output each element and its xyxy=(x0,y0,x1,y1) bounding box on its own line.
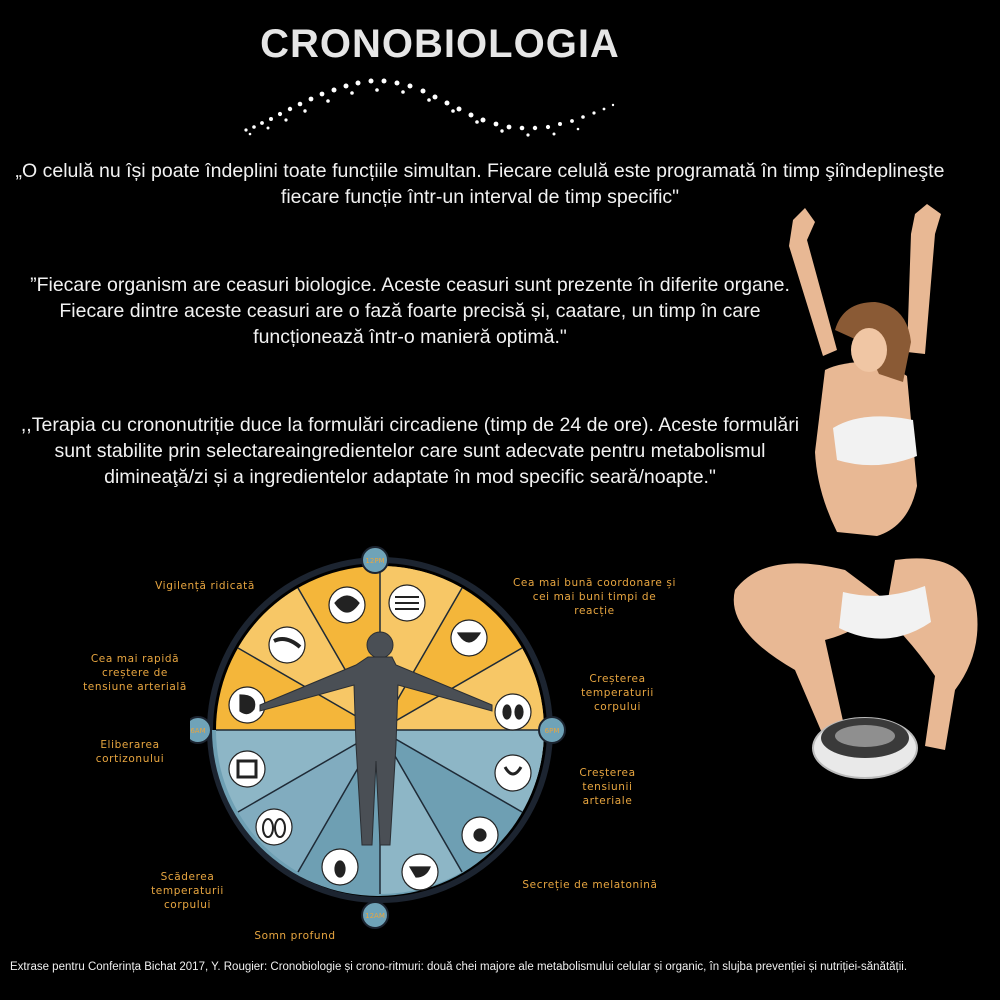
svg-text:12AM: 12AM xyxy=(365,912,385,920)
clock-marker-12am xyxy=(362,902,388,928)
colon-icon xyxy=(229,751,265,787)
clock-marker-6pm xyxy=(539,717,565,743)
svg-text:6AM: 6AM xyxy=(190,727,206,735)
label-tensiune-crestere: Creșterea tensiunii arteriale xyxy=(579,767,636,807)
label-tensiune-rapida: Cea mai rapidă creștere de tensiune arterială xyxy=(83,653,187,693)
heart-icon xyxy=(329,587,365,623)
lungs-icon xyxy=(256,809,292,845)
label-vigilenta: Vigilență ridicată xyxy=(155,580,255,592)
kidneys-icon xyxy=(495,694,531,730)
dotted-wave-decoration xyxy=(240,72,620,142)
liver-icon xyxy=(402,854,438,890)
quote-biological-clocks: ”Fiecare organism are ceasuri biologice. Aceste ceasuri sunt prezente în diferite organe. Fiecare dintre aceste ceasuri are o fază foarte precisă și, caatare, un timp în care funcționează într-o manieră optimă." xyxy=(30,274,790,348)
label-temperatura-scadere: Scăderea temperaturii corpului xyxy=(151,871,224,911)
page-title: CRONOBIOLOGIA xyxy=(260,22,620,66)
thyroid-icon xyxy=(495,755,531,791)
intestine-icon xyxy=(389,585,425,621)
woman-on-scale-illustration xyxy=(715,200,1000,795)
quote-chrononutrition: ,,Terapia cu crononutriție duce la formulări circadiene (timp de 24 de ore). Aceste formulări sunt stabilite prin selectareaingredientelor care sunt adecvate pentru metabolismul dimineaţă/zi și a ingredientelor adaptate în mod specific seară/noapte." xyxy=(20,414,800,488)
svg-text:12PM: 12PM xyxy=(365,557,385,565)
label-somn: Somn profund xyxy=(254,930,336,942)
pancreas-icon xyxy=(269,627,305,663)
gallbladder-icon xyxy=(322,849,358,885)
svg-text:6PM: 6PM xyxy=(544,727,560,735)
label-cortizon: Eliberarea cortizonului xyxy=(95,739,165,765)
clock-marker-6am xyxy=(190,717,211,743)
pineal-icon xyxy=(462,817,498,853)
source-footnote: Extrase pentru Conferința Bichat 2017, Y. Rougier: Cronobiologie și crono-ritmuri: două chei majore ale metabolismului celular și organic, în slujba prevenției și nutriției-sănătății. xyxy=(10,961,908,973)
quote-cell-timing: „O celulă nu își poate îndeplini toate funcțiile simultan. Fiecare celulă este programată în timp şiîndeplineşte fiecare funcție într-un interval de timp specific" xyxy=(15,160,945,208)
label-temperatura-crestere: Creșterea temperaturii corpului xyxy=(581,673,654,713)
bladder-icon xyxy=(451,620,487,656)
label-coordonare: Cea mai bună coordonare și cei mai buni timpi de reacție xyxy=(512,577,677,617)
label-melatonina: Secreție de melatonină xyxy=(522,879,658,891)
clock-marker-12pm xyxy=(362,547,388,573)
